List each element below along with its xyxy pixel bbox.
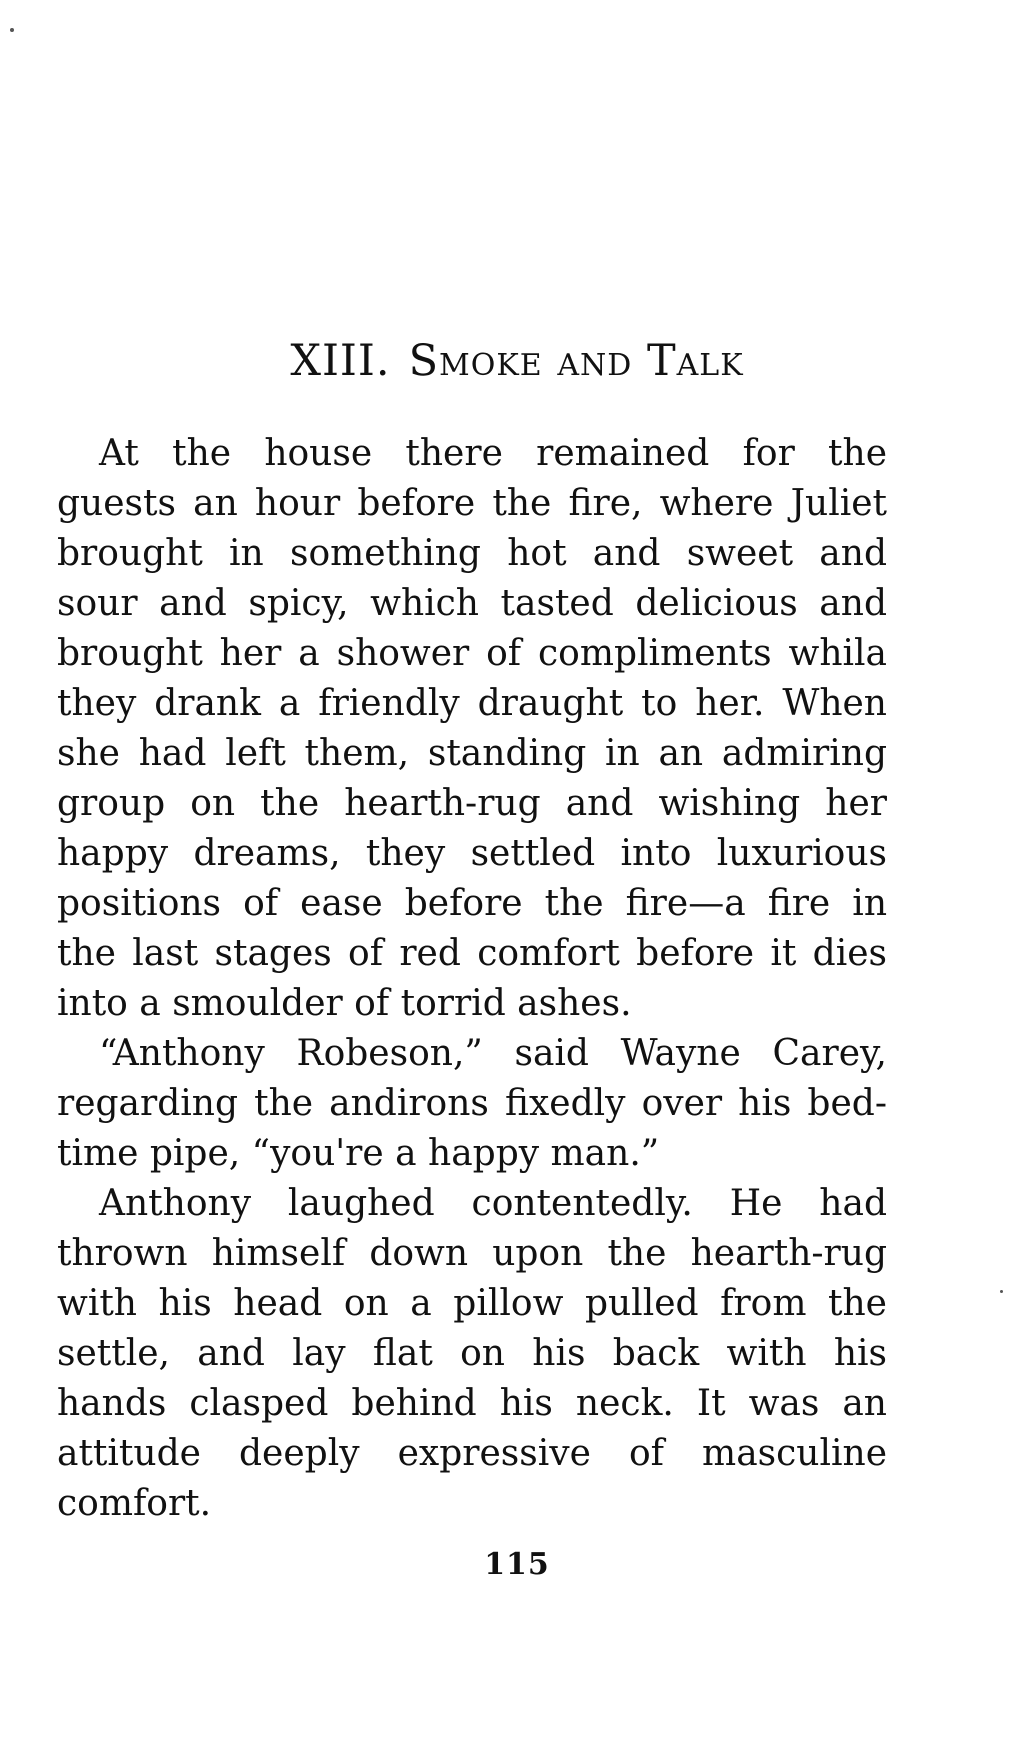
text-line: At the house there remained for the <box>99 433 887 474</box>
body-text <box>57 429 887 1529</box>
chapter-number: XIII. <box>290 336 391 386</box>
text-line: group on the hearth-rug and wishing her <box>57 783 887 824</box>
text-line: regarding the andirons fixedly over his bed- <box>57 1083 887 1124</box>
text-line: thrown himself down upon the hearth-rug <box>57 1233 887 1274</box>
paragraph <box>57 429 887 1029</box>
text-line: with his head on a pillow pulled from the <box>57 1283 887 1324</box>
paragraph <box>57 1029 887 1179</box>
chapter-heading <box>0 336 1034 386</box>
text-line: hands clasped behind his neck. It was an <box>57 1383 887 1424</box>
text-line: brought in something hot and sweet and <box>57 533 887 574</box>
text-line: into a smoulder of torrid ashes. <box>57 983 632 1024</box>
text-line: they drank a friendly draught to her. When <box>57 683 887 724</box>
text-line: brought her a shower of compliments whila <box>57 633 887 674</box>
text-line: positions of ease before the fire—a fire in <box>57 883 887 924</box>
text-line: the last stages of red comfort before it dies <box>57 933 887 974</box>
text-line: settle, and lay flat on his back with his <box>57 1333 887 1374</box>
chapter-title: Smoke and Talk <box>408 336 744 386</box>
text-line: guests an hour before the fire, where Juliet <box>57 483 887 524</box>
print-speck <box>10 28 14 32</box>
text-line: attitude deeply expressive of masculine <box>57 1433 887 1474</box>
page-number: 115 <box>484 1547 550 1582</box>
text-line: happy dreams, they settled into luxurious <box>57 833 887 874</box>
paragraph <box>57 1179 887 1529</box>
text-line: time pipe, “you're a happy man.” <box>57 1133 660 1174</box>
text-line: “Anthony Robeson,” said Wayne Carey, <box>99 1033 887 1074</box>
text-line: sour and spicy, which tasted delicious and <box>57 583 887 624</box>
text-line: Anthony laughed contentedly. He had <box>99 1183 887 1224</box>
print-speck <box>1000 1290 1003 1293</box>
text-line: she had left them, standing in an admiring <box>57 733 887 774</box>
text-line: comfort. <box>57 1483 212 1524</box>
